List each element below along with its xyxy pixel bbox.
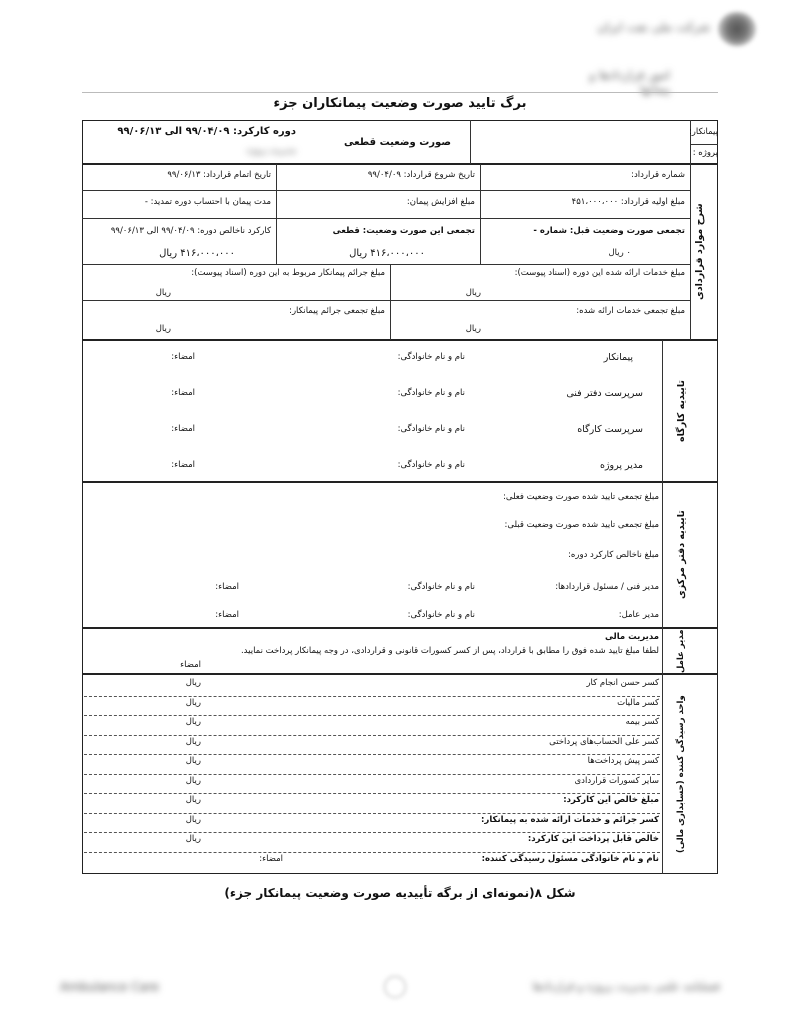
- finance-row-label: کسر حسن انجام کار: [586, 678, 659, 688]
- central-signer-1: مدیر فنی / مسئول قراردادها:: [555, 582, 659, 592]
- contractor-label: پیمانکار:: [688, 127, 718, 137]
- workshop-role-1: پیمانکار: [603, 352, 633, 363]
- finance-row-unit: امضاء:: [259, 853, 283, 864]
- ceo-section-label: مدیر عامل: [676, 629, 686, 673]
- finance-row-unit: ریال: [185, 834, 201, 844]
- page-number-badge: [384, 976, 406, 998]
- workshop-name-3: نام و نام خانوادگی:: [397, 424, 465, 434]
- workshop-name-2: نام و نام خانوادگی:: [397, 388, 465, 398]
- penalties-this-period: مبلغ جرائم پیمانکار مربوط به این دوره (اسناد پیوست):: [191, 268, 385, 278]
- ceo-instruction: لطفا مبلغ تایید شده فوق را مطابق با قرارداد، پس از کسر کسورات قانونی و قراردادی، در وجه پیمانکار پرداخت نمایید.: [240, 646, 659, 656]
- workshop-name-1: نام و نام خانوادگی:: [397, 352, 465, 362]
- net-period: کارکرد ناخالص دوره: ۹۹/۰۴/۰۹ الی ۹۹/۰۶/۱۳: [110, 226, 271, 236]
- finance-row-label: مبلغ خالص این کارکرد:: [563, 795, 659, 805]
- finance-row-divider: [84, 852, 660, 853]
- finance-row-label: سایر کسورات قراردادی: [574, 775, 659, 786]
- initial-amount: مبلغ اولیه قرارداد: ۴۵۱،۰۰۰،۰۰۰: [571, 197, 685, 207]
- contract-start-date: تاریخ شروع قرارداد: ۹۹/۰۴/۰۹: [367, 170, 475, 180]
- contract-section-label: شرح موارد قراردادی: [694, 203, 705, 301]
- increase-amount: مبلغ افزایش پیمان:: [406, 197, 475, 207]
- services-total-rial: ریال: [465, 324, 481, 334]
- org-name: شرکت ملی نفت ایران: [597, 20, 710, 34]
- prev-cumulative: تجمعی صورت وضعیت قبل: شماره -: [533, 226, 685, 236]
- finance-row-label: نام و نام خانوادگی مسئول رسیدگی کننده:: [481, 853, 659, 864]
- finance-row-label: کسر بیمه: [625, 717, 659, 727]
- status-type: صورت وضعیت قطعی: [344, 137, 451, 148]
- finance-row-label: خالص قابل پرداخت این کارکرد:: [527, 834, 659, 844]
- this-cumulative: تجمعی این صورت وضعیت: قطعی: [332, 226, 475, 236]
- workshop-role-3: سرپرست کارگاه: [577, 424, 643, 435]
- penalties-total-rial: ریال: [155, 324, 171, 334]
- company-logo: [718, 12, 756, 46]
- central-signer-2: مدیر عامل:: [618, 610, 659, 620]
- central-line-2: مبلغ تجمعی تایید شده صورت وضعیت قبلی:: [504, 520, 659, 530]
- finance-row-label: کسر جرائم و خدمات ارائه شده به پیمانکار:: [481, 814, 659, 825]
- prev-cumulative-value: ۰ ریال: [608, 248, 631, 258]
- extension-period: مدت پیمان با احتساب دوره تمدید: -: [144, 197, 271, 207]
- penalties-total: مبلغ تجمعی جرائم پیمانکار:: [289, 306, 385, 316]
- figure-caption: شکل ۸(نمونه‌ای از برگه تأییدیه صورت وضعیت پیمانکار جزء): [224, 886, 576, 900]
- finance-row-unit: ریال: [185, 736, 201, 747]
- services-this-rial: ریال: [465, 288, 481, 298]
- footer-left: Ambulance Care: [60, 980, 159, 994]
- central-signer-2-name: نام و نام خانوادگی:: [407, 610, 475, 620]
- finance-row-unit: ریال: [185, 678, 201, 688]
- workshop-name-4: نام و نام خانوادگی:: [397, 460, 465, 470]
- central-line-3: مبلغ ناخالص کارکرد دوره:: [568, 550, 659, 560]
- finance-row-divider: [84, 813, 660, 814]
- finance-row-divider: [84, 793, 660, 794]
- services-this-period: مبلغ خدمات ارائه شده این دوره (اسناد پیوست):: [514, 268, 685, 278]
- finance-row-label: کسر پیش پرداخت‌ها: [587, 756, 659, 766]
- ceo-sign: امضاء: [180, 660, 201, 670]
- finance-row-unit: ریال: [185, 697, 201, 708]
- services-total: مبلغ تجمعی خدمات ارائه شده:: [576, 306, 685, 316]
- central-signer-2-sign: امضاء:: [215, 610, 239, 620]
- central-signer-1-name: نام و نام خانوادگی:: [407, 582, 475, 592]
- this-cumulative-value: ۴۱۶،۰۰۰،۰۰۰ ریال: [349, 248, 425, 259]
- workshop-role-4: مدیر پروژه: [599, 460, 643, 471]
- work-period: دوره کارکرد: ۹۹/۰۴/۰۹ الی ۹۹/۰۶/۱۳: [117, 126, 296, 137]
- central-section-label: تاییدیه دفتر مرکزی: [676, 510, 687, 600]
- finance-row-divider: [84, 832, 660, 833]
- finance-row-unit: ریال: [185, 814, 201, 825]
- footer-right: فصلنامه علمی مدیریت پروژه و قراردادها: [532, 980, 720, 993]
- contract-end-date: تاریخ اتمام قرارداد: ۹۹/۰۶/۱۳: [167, 170, 271, 180]
- blurred-project-name: مدیریت پروژه: [246, 146, 296, 156]
- finance-row-label: کسر علی الحساب‌های پرداختی: [549, 736, 659, 747]
- workshop-sign-2: امضاء:: [171, 388, 195, 398]
- finance-row-unit: ریال: [185, 717, 201, 727]
- finance-row-divider: [84, 774, 660, 775]
- workshop-sign-3: امضاء:: [171, 424, 195, 434]
- workshop-role-2: سرپرست دفتر فنی: [566, 388, 643, 399]
- finance-row-divider: [84, 754, 660, 755]
- workshop-section-label: تاییدیه کارگاه: [676, 380, 687, 442]
- finance-row-divider: [84, 696, 660, 697]
- form-title: برگ تایید صورت وضعیت پیمانکاران جزء: [273, 96, 527, 111]
- penalties-this-rial: ریال: [155, 288, 171, 298]
- finance-row-divider: [84, 715, 660, 716]
- finance-section-label: واحد رسیدگی کننده (حسابداری مالی): [676, 695, 686, 853]
- finance-row-divider: [84, 735, 660, 736]
- ceo-heading: مدیریت مالی: [604, 632, 659, 642]
- contract-number-label: شماره قرارداد:: [631, 170, 685, 180]
- department-name: امور قراردادها و پیمانها: [589, 68, 670, 96]
- finance-row-unit: ریال: [185, 795, 201, 805]
- workshop-sign-4: امضاء:: [171, 460, 195, 470]
- finance-row-label: کسر مالیات: [617, 697, 659, 708]
- project-label: پروژه :: [692, 148, 718, 158]
- central-signer-1-sign: امضاء:: [215, 582, 239, 592]
- workshop-sign-1: امضاء:: [171, 352, 195, 362]
- central-line-1: مبلغ تجمعی تایید شده صورت وضعیت فعلی:: [503, 492, 659, 502]
- finance-row-unit: ریال: [185, 756, 201, 766]
- finance-row-unit: ریال: [185, 775, 201, 786]
- net-value: ۴۱۶،۰۰۰،۰۰۰ ریال: [159, 248, 235, 259]
